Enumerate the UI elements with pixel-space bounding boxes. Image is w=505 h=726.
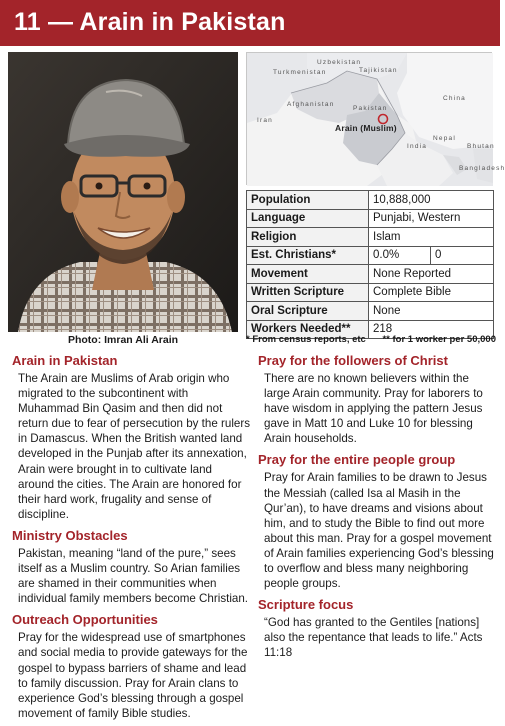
section-obstacles (12, 527, 250, 606)
religion-value: Islam (369, 228, 494, 247)
oral-label: Oral Scripture (247, 302, 369, 321)
facts-row-movement (247, 265, 494, 284)
language-label: Language (247, 209, 369, 228)
page-title: 11 — Arain in Pakistan (14, 8, 286, 36)
language-value: Punjabi, Western (369, 209, 494, 228)
facts-row-written (247, 283, 494, 302)
footnote-workers: ** for 1 worker per 50,000 (382, 334, 496, 345)
map-label-turkmenistan: Turkmenistan (273, 69, 327, 76)
section-people-group (258, 451, 496, 591)
page-header (0, 0, 500, 46)
section-outreach-heading: Outreach Opportunities (12, 612, 158, 628)
workers-label: Workers Needed** (247, 320, 369, 339)
portrait-illustration (8, 52, 238, 332)
section-outreach (12, 611, 250, 721)
map-label-iran: Iran (257, 117, 274, 124)
map-label-india: India (407, 143, 428, 150)
section-scripture-body: “God has granted to the Gentiles [nations] also the repentance that leads to life.” Acts 11:18 (264, 616, 483, 660)
movement-value: None Reported (369, 265, 494, 284)
section-intro (12, 352, 251, 522)
photo-caption: Photo: Imran Ali Arain (67, 334, 179, 346)
section-people-group-body: Pray for Arain families to be drawn to Jesus the Messiah (called Isa al Masih in the Qur’an), to have dreams and visions about him, and to study the Bible to find out more about this man. Pray for a gospel movement of Arain families experiencing God’s blessing to overflow and bless many neighboring people groups. (264, 471, 494, 591)
portrait-photo (8, 52, 238, 332)
map-label-afghanistan: Afghanistan (287, 101, 335, 108)
section-obstacles-heading: Ministry Obstacles (12, 527, 128, 543)
facts-row-religion (247, 228, 494, 247)
map-label-uzbekistan: Uzbekistan (317, 59, 362, 66)
region-map (246, 52, 505, 185)
written-label: Written Scripture (247, 283, 369, 302)
right-column (258, 352, 496, 666)
christians-percent: 0.0% (369, 246, 431, 265)
christians-label: Est. Christians* (247, 246, 369, 265)
workers-value: 218 (369, 320, 494, 339)
facts-footnotes (246, 334, 496, 345)
christians-count: 0 (431, 246, 494, 265)
section-intro-body: The Arain are Muslims of Arab origin who migrated to the subcontinent with Muhammad Bin Qasim and then did not return due to fear of persecution by the rulers in Damascus. When the British wanted land developed in the Punjab after its annexation, Arain were brought in to cultivate land around the cities. The Arain are honored for their hard work, frugality and sense of discipline. (18, 372, 251, 521)
movement-label: Movement (247, 265, 369, 284)
map-label-bhutan: Bhutan (467, 143, 495, 150)
section-followers-body: There are no known believers within the large Arain community. Pray for laborers to have wisdom in applying the pattern Jesus gave in Matt 10 and Luke 10 for blessing Arain households. (264, 372, 483, 446)
written-value: Complete Bible (369, 283, 494, 302)
population-label: Population (247, 191, 369, 210)
section-followers (258, 352, 496, 446)
map-label-tajikistan: Tajikistan (359, 67, 398, 74)
map-label-bangladesh: Bangladesh (459, 165, 505, 172)
facts-row-christians (247, 246, 494, 265)
section-obstacles-body: Pakistan, meaning “land of the pure,” sees itself as a Muslim country. So Arian families are shamed in their communities when individual family members become Christian. (18, 546, 249, 606)
facts-table (246, 190, 494, 339)
section-scripture-heading: Scripture focus (258, 597, 354, 613)
map-label-china: China (443, 95, 466, 102)
population-value: 10,888,000 (369, 191, 494, 210)
map-label-nepal: Nepal (433, 135, 456, 142)
section-outreach-body: Pray for the widespread use of smartphones and social media to provide gateways for the gospel to bypass barriers of shame and lead to family discussion. Pray for Arain clans to experience God’s blessing through a gospel movement of family Bible studies. (18, 631, 248, 720)
section-scripture (258, 596, 496, 660)
section-followers-heading: Pray for the followers of Christ (258, 353, 448, 368)
map-label-pakistan: Pakistan (353, 105, 388, 112)
facts-row-population (247, 191, 494, 210)
footnote-census: * From census reports, etc (246, 334, 366, 345)
section-people-group-heading: Pray for the entire people group (258, 452, 456, 468)
left-column (12, 352, 251, 726)
section-intro-heading: Arain in Pakistan (12, 353, 118, 368)
facts-row-language (247, 209, 494, 228)
religion-label: Religion (247, 228, 369, 247)
map-label-people: Arain (Muslim) (335, 123, 397, 133)
oral-value: None (369, 302, 494, 321)
facts-row-oral (247, 302, 494, 321)
